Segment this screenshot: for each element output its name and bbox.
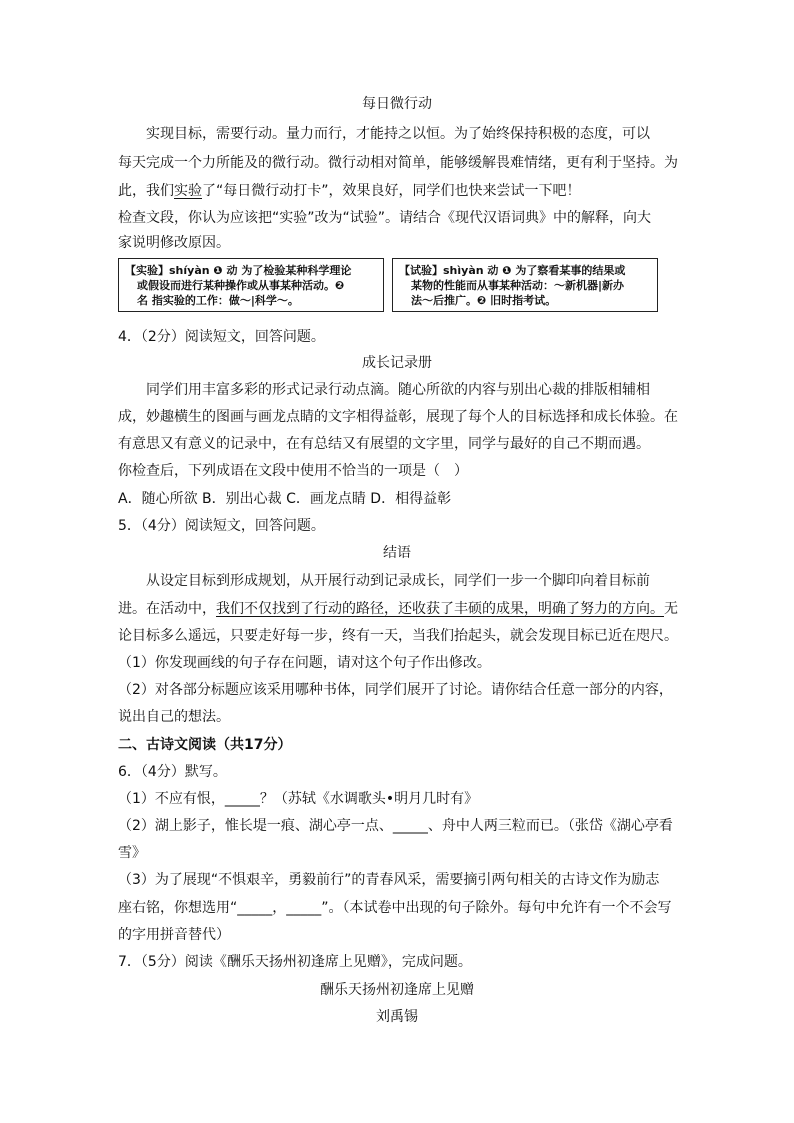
paragraph-line: 有意思又有意义的记录中，在有总结又有展望的文字里，同学与最好的自己不期而遇。 bbox=[118, 436, 650, 452]
dict-line: 【实验】shíyàn ❶ 动 为了检验某种科学理论 bbox=[125, 264, 352, 277]
section-title: 成长记录册 bbox=[362, 355, 432, 371]
paragraph-line: 实现目标，需要行动。量力而行，才能持之以恒。为了始终保持积极的态度，可以 bbox=[146, 126, 650, 142]
dict-line: 或假设而进行某种操作或从事某种活动。❷ bbox=[137, 279, 345, 292]
sub-question: （2）对各部分标题应该采用哪种书体，同学们展开了讨论。请你结合任意一部分的内容， bbox=[118, 682, 673, 698]
question-heading: 5．（4分）阅读短文，回答问题。 bbox=[118, 518, 325, 534]
fill-blank-line: （2）湖上影子，惟长堤一痕、湖心亭一点、_____、舟中人两三粒而已。（张岱《湖心亭看 bbox=[118, 818, 673, 834]
question-text: 你检查后，下列成语在文段中使用不恰当的一项是（ ） bbox=[118, 463, 468, 479]
fill-blank-line: 的字用拼音替代） bbox=[118, 927, 230, 943]
poem-title: 酬乐天扬州初逢席上见赠 bbox=[320, 982, 474, 998]
dict-line: 【试验】shìyàn 动 ❶ 为了察看某事的结果或 bbox=[399, 264, 626, 277]
answer-options: A．随心所欲 B．别出心裁 C．画龙点睛 D．相得益彰 bbox=[118, 491, 452, 507]
fill-blank-line: 座右铭，你想选用“_____，_____”。（本试卷中出现的句子除外。每句中允许有一个不会写 bbox=[118, 900, 672, 916]
text-run: 进。在活动中， bbox=[118, 601, 216, 617]
question-text: 家说明修改原因。 bbox=[118, 235, 230, 251]
question-text: 检查文段，你认为应该把“实验”改为“试验”。请结合《现代汉语词典》中的解释，向大 bbox=[118, 210, 652, 226]
dict-line: 名 指实验的工作：做～|科学～。 bbox=[137, 294, 299, 307]
paragraph-line: 成，妙趣横生的图画与画龙点睛的文字相得益彰，展现了每个人的目标选择和成长体验。在 bbox=[118, 409, 678, 425]
question-heading: 4．（2分）阅读短文，回答问题。 bbox=[118, 329, 325, 345]
text-run: 此，我们 bbox=[118, 183, 174, 199]
underlined-sentence: 我们不仅找到了行动的路径，还收获了丰硕的成果，明确了努力的方向。 bbox=[216, 601, 664, 617]
section-title: 结语 bbox=[383, 545, 411, 561]
sub-question: （1）你发现画线的句子存在问题，请对这个句子作出修改。 bbox=[118, 655, 491, 671]
text-run: 了“每日微行动打卡”，效果良好，同学们也快来尝试一下吧！ bbox=[202, 183, 581, 199]
dict-line: 某物的性能而从事某种活动：～新机器|新办 bbox=[411, 279, 625, 292]
part-heading: 二、古诗文阅读（共17分） bbox=[118, 737, 292, 753]
paragraph-line: 论目标多么遥远，只要走好每一步，终有一天，当我们抬起头，就会发现目标已近在咫尺。 bbox=[118, 628, 678, 644]
underlined-word: 实验 bbox=[174, 183, 202, 199]
paragraph-line bbox=[118, 181, 581, 201]
dictionary-entry-shiyan-experiment bbox=[118, 258, 384, 312]
dictionary-entry-shiyan-test bbox=[392, 258, 658, 312]
poem-author: 刘禹锡 bbox=[376, 1009, 418, 1025]
fill-blank-line: （3）为了展现“不惧艰辛，勇毅前行”的青春风采，需要摘引两句相关的古诗文作为励志 bbox=[118, 872, 660, 888]
question-heading: 6．（4分）默写。 bbox=[118, 764, 227, 780]
dict-line: 法～后推广。❷ 旧时指考试。 bbox=[411, 294, 557, 307]
section-title: 每日微行动 bbox=[362, 96, 432, 112]
fill-blank-line: （1）不应有恨，_____？（苏轼《水调歌头•明月几时有》 bbox=[118, 791, 479, 807]
sub-question: 说出自己的想法。 bbox=[118, 709, 230, 725]
paragraph-line bbox=[118, 599, 678, 619]
paragraph-line: 同学们用丰富多彩的形式记录行动点滴。随心所欲的内容与别出心裁的排版相辅相 bbox=[146, 382, 650, 398]
paragraph-line: 每天完成一个力所能及的微行动。微行动相对简单，能够缓解畏难情绪，更有利于坚持。为 bbox=[118, 155, 678, 171]
fill-blank-line: 雪》 bbox=[118, 845, 146, 861]
question-heading: 7．（5分）阅读《酬乐天扬州初逢席上见赠》，完成问题。 bbox=[118, 954, 472, 970]
text-run: 无 bbox=[664, 601, 678, 617]
paragraph-line: 从设定目标到形成规划，从开展行动到记录成长，同学们一步一个脚印向着目标前 bbox=[146, 573, 650, 589]
